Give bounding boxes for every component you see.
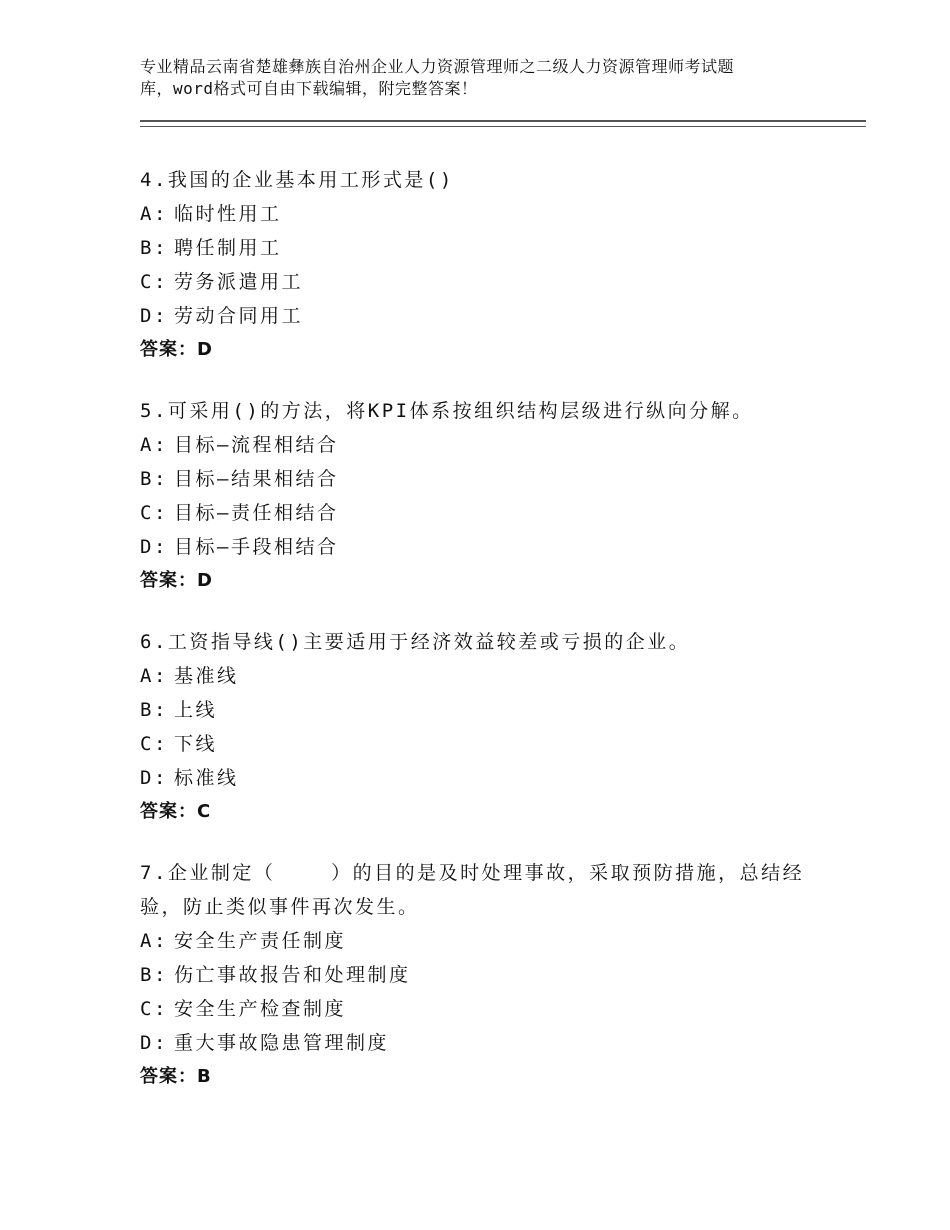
option-key: A: xyxy=(140,434,168,456)
question-4 xyxy=(140,163,820,367)
option-d xyxy=(140,299,820,333)
option-a xyxy=(140,197,820,231)
option-key: C: xyxy=(140,998,168,1020)
option-text: 临时性用工 xyxy=(174,203,282,225)
answer-label: 答案：D xyxy=(140,339,213,360)
option-text: 基准线 xyxy=(174,665,239,687)
question-stem: 4.我国的企业基本用工形式是() xyxy=(140,169,454,191)
option-text: 目标—流程相结合 xyxy=(174,434,339,456)
option-key: B: xyxy=(140,964,168,986)
question-6 xyxy=(140,625,820,829)
option-key: C: xyxy=(140,271,168,293)
option-key: B: xyxy=(140,468,168,490)
option-b xyxy=(140,462,820,496)
option-c xyxy=(140,727,820,761)
option-key: C: xyxy=(140,502,168,524)
option-a xyxy=(140,659,820,693)
question-5 xyxy=(140,394,820,598)
option-key: C: xyxy=(140,733,168,755)
option-a xyxy=(140,924,820,958)
option-text: 目标—手段相结合 xyxy=(174,536,339,558)
question-stem: 6.工资指导线()主要适用于经济效益较差或亏损的企业。 xyxy=(140,631,691,653)
option-text: 上线 xyxy=(174,699,218,721)
option-d xyxy=(140,530,820,564)
question-stem: 5.可采用()的方法，将KPI体系按组织结构层级进行纵向分解。 xyxy=(140,400,754,422)
option-text: 安全生产检查制度 xyxy=(174,998,347,1020)
option-c xyxy=(140,265,820,299)
option-c xyxy=(140,496,820,530)
option-key: A: xyxy=(140,930,168,952)
question-list xyxy=(140,163,820,1121)
option-b xyxy=(140,693,820,727)
option-key: D: xyxy=(140,767,168,789)
option-text: 劳动合同用工 xyxy=(174,305,304,327)
header-title-line-1: 专业精品云南省楚雄彝族自治州企业人力资源管理师之二级人力资源管理师考试题 xyxy=(140,57,735,76)
option-text: 重大事故隐患管理制度 xyxy=(174,1032,390,1054)
option-text: 下线 xyxy=(174,733,218,755)
option-key: A: xyxy=(140,203,168,225)
document-header xyxy=(140,56,830,100)
option-c xyxy=(140,992,820,1026)
option-b xyxy=(140,231,820,265)
option-text: 伤亡事故报告和处理制度 xyxy=(174,964,411,986)
option-key: D: xyxy=(140,1032,168,1054)
option-text: 聘任制用工 xyxy=(174,237,282,259)
option-text: 安全生产责任制度 xyxy=(174,930,347,952)
option-key: B: xyxy=(140,699,168,721)
option-key: D: xyxy=(140,536,168,558)
header-divider xyxy=(140,120,866,127)
option-text: 目标—结果相结合 xyxy=(174,468,339,490)
option-key: B: xyxy=(140,237,168,259)
option-key: D: xyxy=(140,305,168,327)
question-stem: 7.企业制定（ ）的目的是及时处理事故，采取预防措施，总结经验，防止类似事件再次发生。 xyxy=(140,862,805,918)
option-d xyxy=(140,1026,820,1060)
answer-label: 答案：C xyxy=(140,801,212,822)
option-text: 标准线 xyxy=(174,767,239,789)
answer-label: 答案：D xyxy=(140,570,213,591)
option-d xyxy=(140,761,820,795)
option-text: 目标—责任相结合 xyxy=(174,502,339,524)
question-7 xyxy=(140,856,820,1094)
option-a xyxy=(140,428,820,462)
answer-label: 答案：B xyxy=(140,1066,212,1087)
option-b xyxy=(140,958,820,992)
option-key: A: xyxy=(140,665,168,687)
header-title-line-2: 库，word格式可自由下载编辑，附完整答案！ xyxy=(140,79,478,98)
option-text: 劳务派遣用工 xyxy=(174,271,304,293)
